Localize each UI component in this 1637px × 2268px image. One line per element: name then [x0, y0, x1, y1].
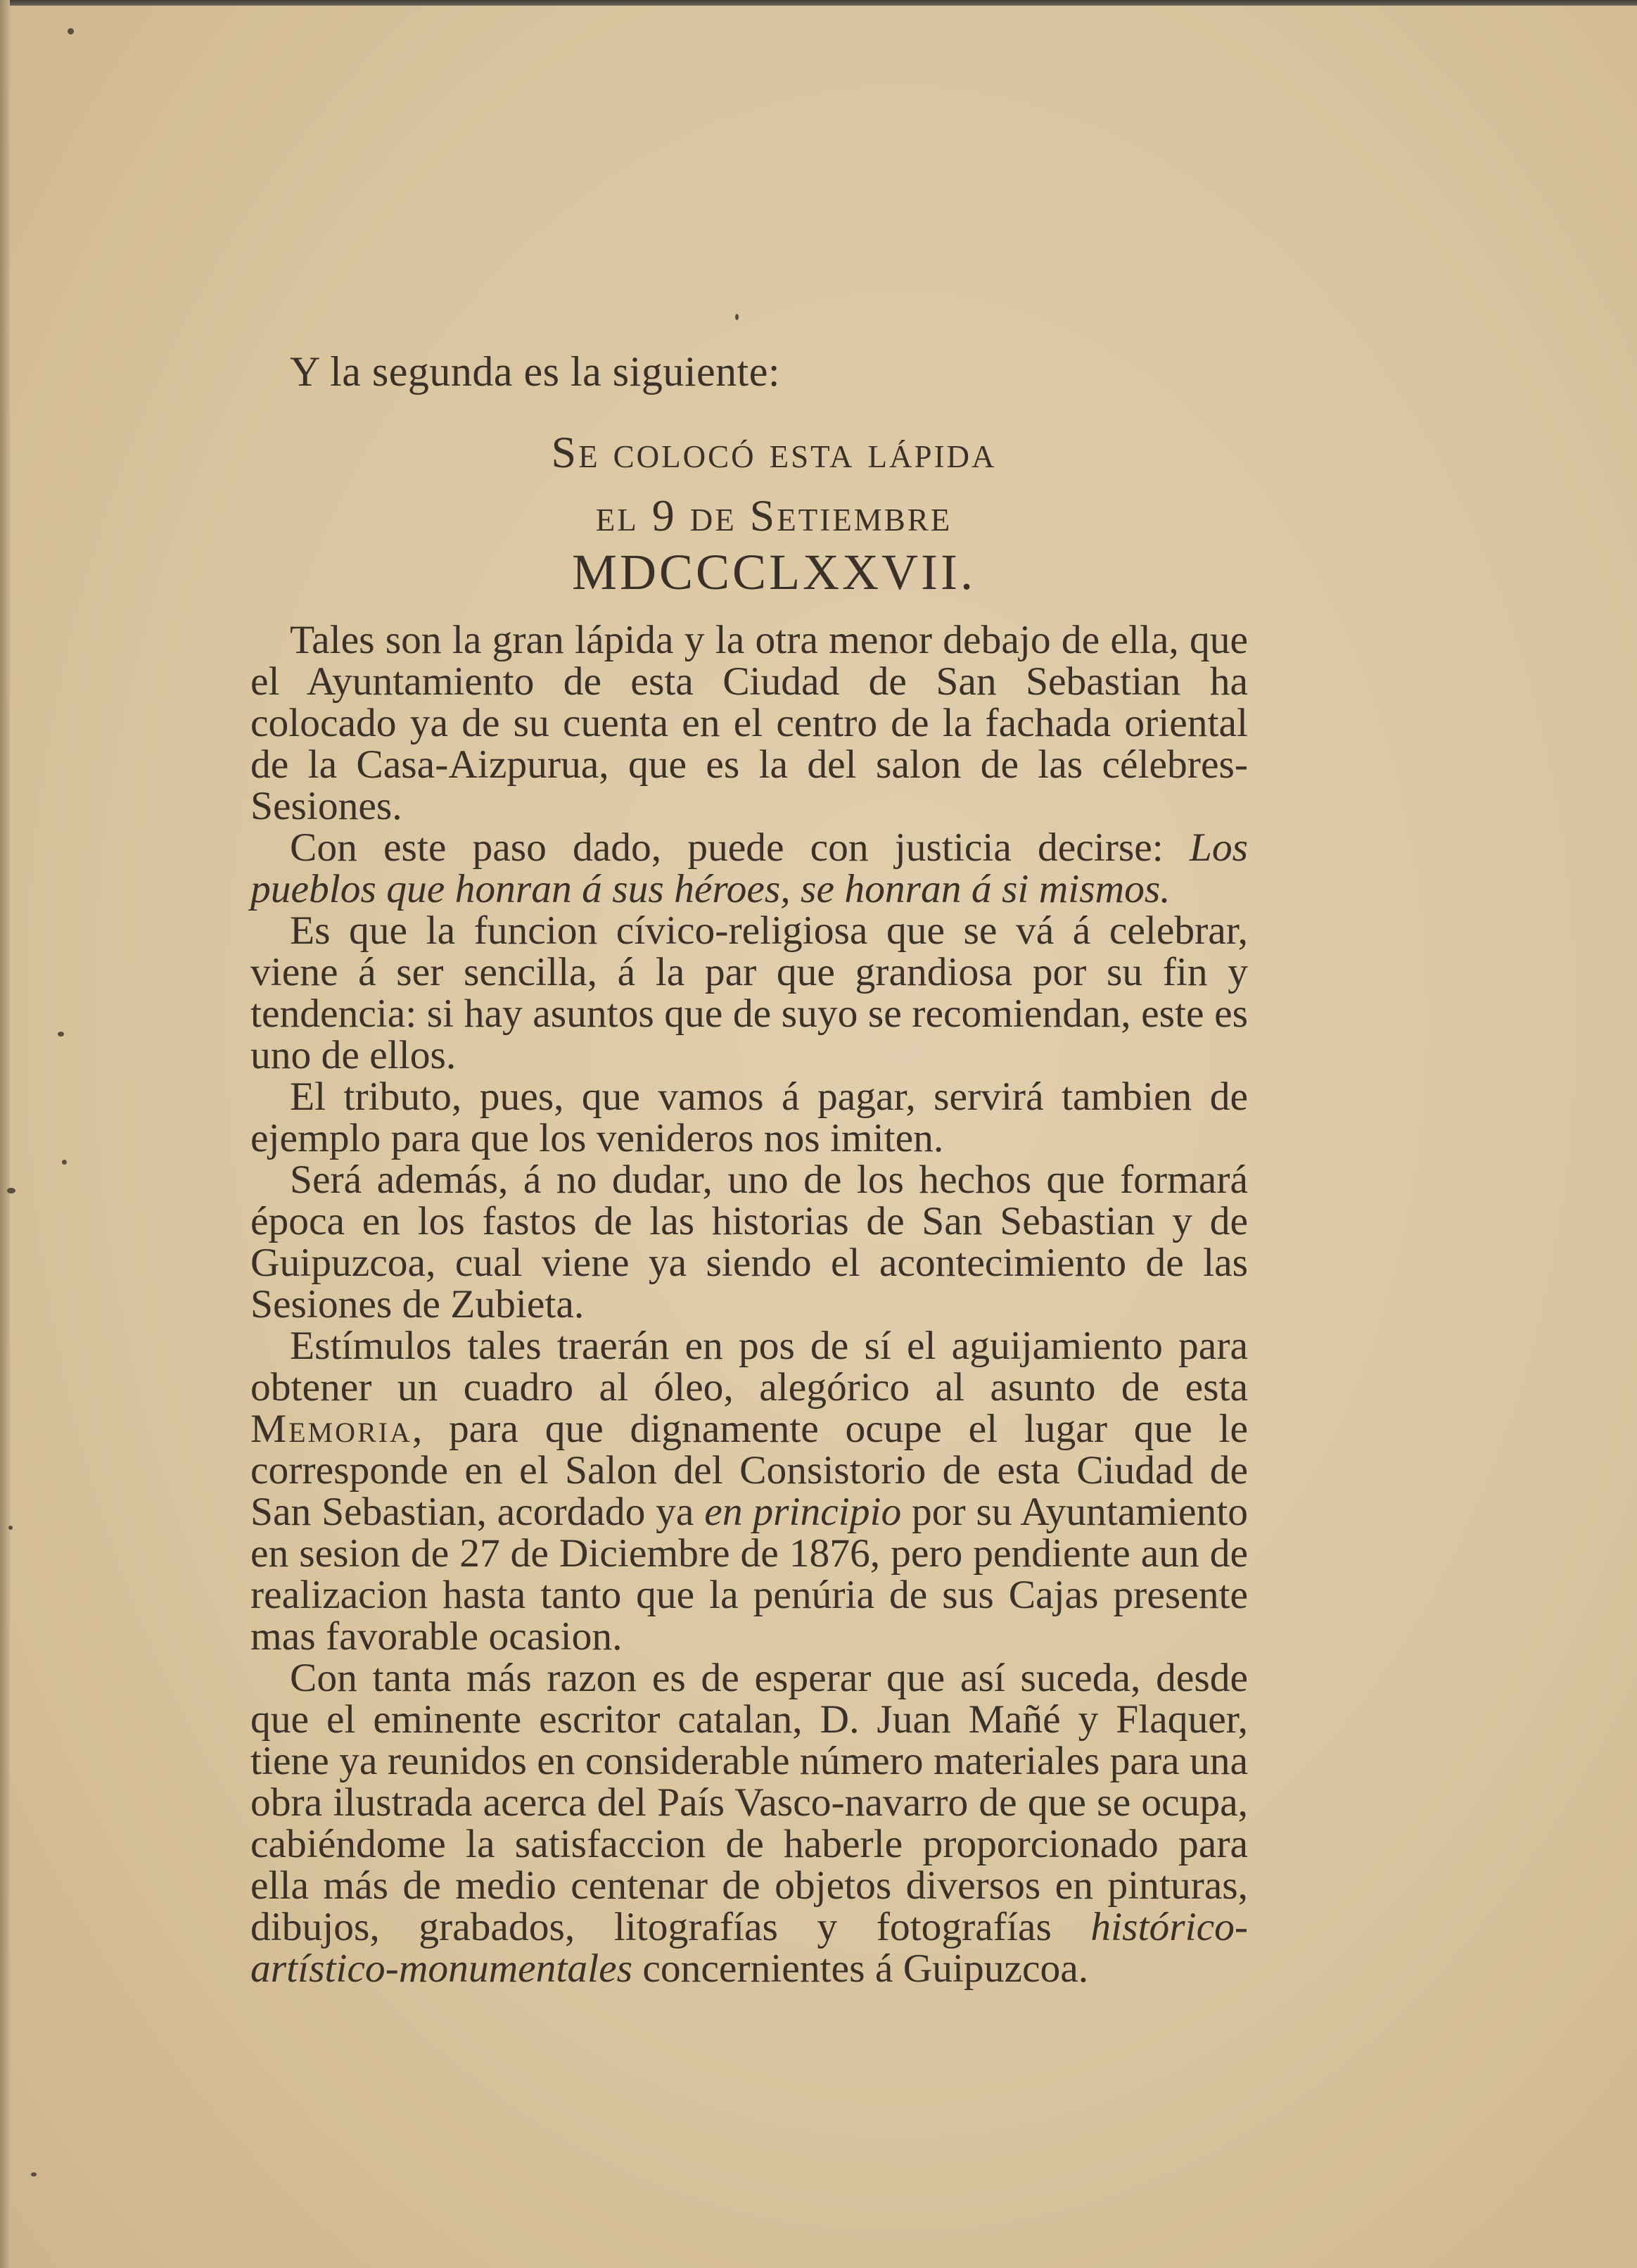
inscription-line-3: MDCCCLXXVII. — [571, 544, 976, 600]
paragraph: Será además, á no dudar, uno de los hechos que formará época en los fastos de las historias de San Sebastian y de Guipuzcoa, cual viene ya siendo el acontecimiento de las Sesiones de Zubieta. — [250, 1158, 1248, 1326]
ink-speck — [735, 314, 739, 320]
top-edge — [0, 0, 1637, 6]
paragraph: Es que la funcion cívico-religiosa que se vá á celebrar, viene á ser sencilla, á la par que grandiosa por su fin y tendencia: si hay asuntos que de suyo se recomiendan, este es uno de ellos. — [250, 908, 1248, 1077]
smallcaps-word: Memoria — [250, 1407, 412, 1451]
paragraph: El tributo, pues, que vamos á pagar, servirá tambien de ejemplo para que los venideros nos imiten. — [250, 1075, 1248, 1160]
inscription-line-1: Se colocó esta lápida — [551, 427, 997, 477]
ink-speck — [68, 28, 74, 34]
inscription-line-2: el 9 de Setiembre — [595, 490, 953, 540]
paragraph: Con este paso dado, puede con justicia decirse: Los pueblos que honran á sus héroes, se honran á si mismos. — [250, 825, 1248, 911]
ink-speck — [62, 1160, 67, 1165]
italic-phrase: Los pueblos que honran á sus héroes, se honran á si mismos. — [250, 825, 1248, 911]
ink-speck — [31, 2172, 37, 2177]
section-intro: Y la segunda es la siguiente: — [290, 348, 781, 395]
paragraph: Tales son la gran lápida y la otra menor debajo de ella, que el Ayuntamiento de esta Ciudad de San Sebastian ha colocado ya de su cuenta en el centro de la fachada oriental de la Casa-Aizpurua, que es la del salon de las célebres-Sesiones. — [250, 618, 1248, 828]
body-text — [250, 619, 1248, 1989]
binding-edge — [0, 0, 10, 2268]
italic-phrase: histórico-artístico-monumentales — [250, 1905, 1248, 1991]
ink-speck — [58, 1032, 64, 1037]
ink-speck — [8, 1526, 13, 1530]
paragraph: Con tanta más razon es de esperar que así suceda, desde que el eminente escritor catalan, D. Juan Mañé y Flaquer, tiene ya reunidos en considerable número materiales para una obra ilustrada acerca del País Vasco-navarro de que se ocupa, cabiéndome la satisfaccion de haberle proporcionado para ella más de medio centenar de objetos diversos en pinturas, dibujos, grabados, litografías y fotografías histórico-artístico-monumentales concernientes á Guipuzcoa. — [250, 1656, 1248, 1991]
ink-speck — [7, 1188, 15, 1193]
italic-phrase: en principio — [704, 1490, 902, 1534]
paragraph: Estímulos tales traerán en pos de sí el aguijamiento para obtener un cuadro al óleo, alegórico al asunto de esta Memoria, para que dignamente ocupe el lugar que le corresponde en el Salon del Consistorio de esta Ciudad de San Sebastian, acordado ya en principio por su Ayuntamiento en sesion de 27 de Diciembre de 1876, pero pendiente aun de realizacion hasta tanto que la penúria de sus Cajas presente mas favorable ocasion. — [250, 1324, 1248, 1659]
